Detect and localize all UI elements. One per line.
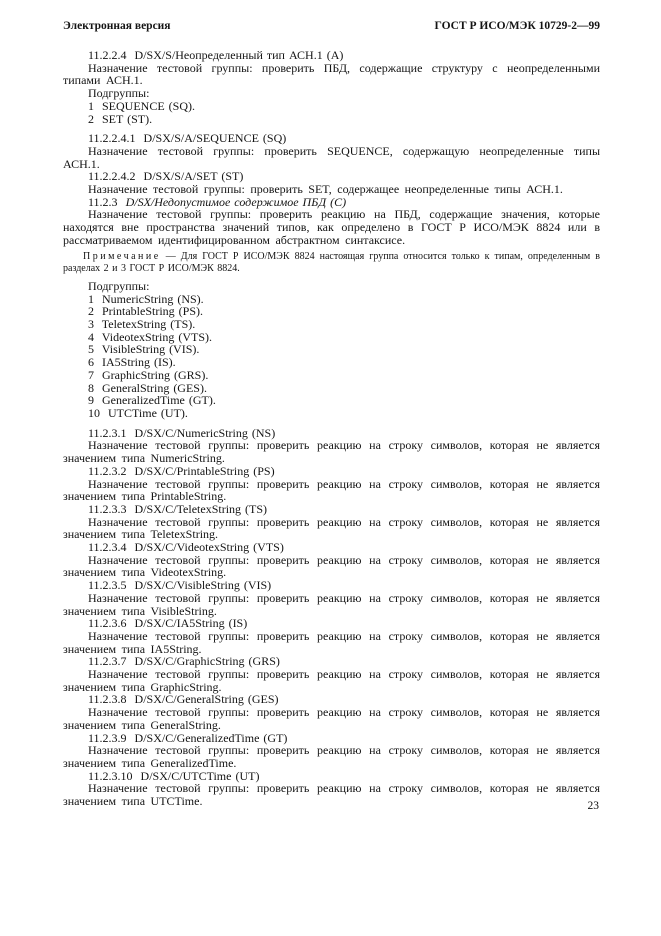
subgroup-item: 2 PrintableString (PS). (88, 304, 204, 319)
subgroup-item: 4 VideotexString (VTS). (88, 329, 213, 344)
paragraph-subgroups-label: Подгруппы: (88, 278, 150, 293)
paragraph-purpose-11-2-3: Назначение тестовой группы: проверить реакцию на ПБД, содержащие значения, которые находятся вне пространства значений типов, как определено в ГОСТ Р ИСО/МЭК 8824 или в рассматриваемом идентифицированном абстрактном синтаксисе. (63, 207, 600, 247)
paragraph-purpose-11-2-2-4-1: Назначение тестовой группы: проверить SEQUENCE, содержащую неопределенные типы АСН.1. (63, 143, 600, 171)
paragraph-purpose-11-2-2-4-2: Назначение тестовой группы: проверить SET, содержащее неопределенные типы АСН.1. (88, 182, 563, 197)
note-paragraph (63, 251, 600, 275)
paragraph-purpose-11-2-3-8: Назначение тестовой группы: проверить реакцию на строку символов, которая не является значением типа GeneralString. (63, 705, 600, 732)
subgroup-item: 9 GeneralizedTime (GT). (88, 393, 216, 408)
page-number: 23 (587, 800, 599, 812)
subgroup-item: 2 SET (ST). (88, 111, 153, 126)
section-title: D/SX/Недопустимое содержимое ПБД (С) (125, 194, 347, 209)
heading-11-2-3-9: 11.2.3.9 D/SX/C/GeneralizedTime (GT) (88, 730, 288, 745)
page-header (0, 0, 661, 32)
paragraph-purpose-11-2-3-4: Назначение тестовой группы: проверить реакцию на строку символов, которая не является значением типа VideotexString. (63, 552, 600, 580)
section-number: 11.2.3 (88, 194, 118, 209)
page-footer (588, 800, 600, 812)
heading-11-2-2-4-1: 11.2.2.4.1 D/SX/S/A/SEQUENCE (SQ) (88, 131, 287, 146)
paragraph-purpose-11-2-3-10: Назначение тестовой группы: проверить реакцию на строку символов, которая не является значением типа UTCTime. (63, 781, 600, 809)
paragraph-subgroups-label: Подгруппы: (88, 86, 150, 101)
heading-11-2-3-5: 11.2.3.5 D/SX/C/VisibleString (VIS) (88, 578, 272, 593)
heading-11-2-2-4: 11.2.2.4 D/SX/S/Неопределенный тип АСН.1 (А) (88, 48, 344, 62)
paragraph-purpose-11-2-3-1: Назначение тестовой группы: проверить реакцию на строку символов, которая не является значением типа NumericString. (63, 438, 600, 466)
paragraph-purpose-11-2-3-2: Назначение тестовой группы: проверить реакцию на строку символов, которая не является значением типа PrintableString. (63, 476, 600, 504)
paragraph-purpose-11-2-3-5: Назначение тестовой группы: проверить реакцию на строку символов, которая не является значением типа VisibleString. (63, 590, 600, 618)
paragraph-purpose-11-2-3-6: Назначение тестовой группы: проверить реакцию на строку символов, которая не является значением типа IA5String. (63, 628, 600, 656)
heading-11-2-3-4: 11.2.3.4 D/SX/C/VideotexString (VTS) (88, 540, 284, 555)
paragraph-purpose-11-2-3-3: Назначение тестовой группы: проверить реакцию на строку символов, которая не является значением типа TeletexString. (63, 514, 600, 542)
heading-11-2-3-10: 11.2.3.10 D/SX/C/UTCTime (UT) (88, 768, 260, 783)
subgroup-item: 6 IA5String (IS). (88, 355, 176, 370)
heading-11-2-3-1: 11.2.3.1 D/SX/C/NumericString (NS) (88, 425, 276, 440)
heading-11-2-3-8: 11.2.3.8 D/SX/C/GeneralString (GES) (88, 692, 279, 707)
heading-11-2-3-6: 11.2.3.6 D/SX/C/IA5String (IS) (88, 616, 248, 631)
subgroup-item: 7 GraphicString (GRS). (88, 367, 209, 382)
subgroup-item: 1 NumericString (NS). (88, 291, 204, 306)
header-standard-number: ГОСТ Р ИСО/МЭК 10729-2—99 (434, 20, 600, 32)
paragraph-purpose-11-2-3-9: Назначение тестовой группы: проверить реакцию на строку символов, которая не является значением типа GeneralizedTime. (63, 743, 600, 770)
heading-11-2-2-4-2: 11.2.2.4.2 D/SX/S/A/SET (ST) (88, 169, 244, 184)
header-edition-label: Электронная версия (63, 20, 171, 32)
subgroup-item: 10 UTCTime (UT). (88, 405, 188, 420)
note-label: Примечание (83, 250, 161, 262)
subgroup-item: 8 GeneralString (GES). (88, 380, 207, 395)
note-text: — Для ГОСТ Р ИСО/МЭК 8824 настоящая группа относится только к типам, определенным в разделах 2 и 3 ГОСТ Р ИСО/МЭК 8824. (63, 250, 600, 274)
paragraph-purpose-11-2-2-4: Назначение тестовой группы: проверить ПБД, содержащие структуру с неопределенными типами АСН.1. (63, 60, 600, 88)
subgroup-item: 3 TeletexString (TS). (88, 317, 196, 332)
heading-11-2-3-2: 11.2.3.2 D/SX/C/PrintableString (PS) (88, 463, 275, 478)
subgroup-item: 5 VisibleString (VIS). (88, 342, 200, 357)
document-body (0, 32, 661, 808)
heading-11-2-3-3: 11.2.3.3 D/SX/C/TeletexString (TS) (88, 501, 268, 516)
paragraph-purpose-11-2-3-7: Назначение тестовой группы: проверить реакцию на строку символов, которая не является значением типа GraphicString. (63, 667, 600, 694)
subgroup-item: 1 SEQUENCE (SQ). (88, 98, 195, 113)
heading-11-2-3-7: 11.2.3.7 D/SX/C/GraphicString (GRS) (88, 654, 280, 669)
